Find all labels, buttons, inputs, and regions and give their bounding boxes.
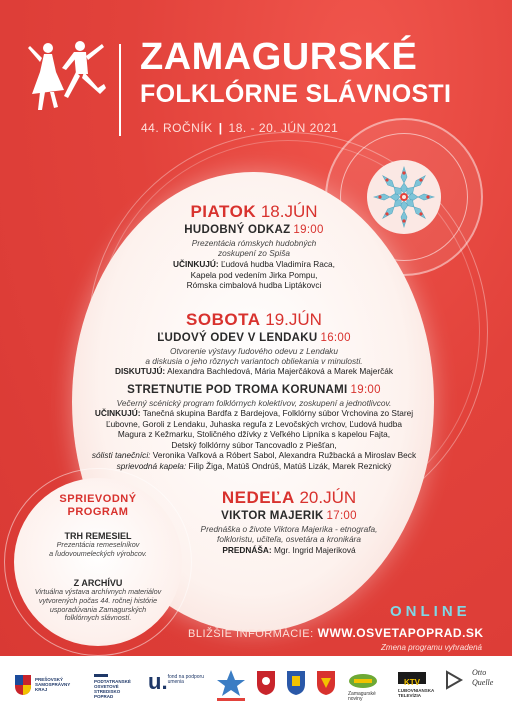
discussants-label: DISKUTUJÚ: (114, 366, 166, 376)
event-description (74, 346, 434, 366)
website-link[interactable]: WWW.OSVETAPOPRAD.SK (317, 626, 484, 640)
desc-line: a diskusia o jeho rôznych variantoch obliekania v minulosti. (145, 356, 363, 366)
event-description (74, 238, 434, 258)
performer-line: Tanečná skupina Bardfa z Bardejova, Folklórny súbor Vrchovina zo Starej (142, 408, 414, 418)
desc-line: Prednáška o živote Viktora Majerika - etnografa, (200, 524, 378, 534)
zamagurske-slavnosti-logo (213, 666, 249, 706)
city-crest-3 (316, 670, 336, 701)
desc-line: Večerný scénický program folklórnych kolektívov, zoskupení a jednotlivcov. (116, 398, 392, 408)
day-date: 18.JÚN (260, 202, 318, 221)
performer-line: Rómska cimbalová hudba Liptákovci (186, 280, 322, 290)
more-info-line (188, 626, 484, 640)
event-discussants (74, 366, 434, 377)
podtatranske-osvetove-stredisko-logo (94, 674, 140, 699)
desc-line: folkloristu, učiteľa, osvetára a kronikára (217, 534, 361, 544)
performer-line: Magura z Kežmarku, Stoličného džívky z Veľkého Lipníka s kapelou Fajta, (117, 429, 391, 439)
desc-line: zoskupení zo Spiša (218, 248, 290, 258)
band: Filip Žiga, Matúš Ondrúš, Matúš Lizák, Marek Reznický (188, 460, 392, 471)
presovsky-kraj-logo (14, 674, 74, 696)
dancers-logo-icon (18, 38, 110, 118)
performer-line: Detský folklórny súbor Tancovadlo z Piešťan, (171, 439, 337, 450)
event-performers (74, 408, 434, 471)
side-item-title: TRH REMESIEL (64, 531, 132, 541)
event-title (74, 224, 434, 236)
side-item-desc: a ľudovoumeleckých výrobcov. (49, 548, 147, 558)
side-title-line: PROGRAM (67, 506, 129, 518)
performer-line: Ľubovne, Goroli z Lendaku, Juhaska reguľa z Levočských vrchov, Ľudová hudba (105, 418, 403, 429)
side-program-item (16, 578, 180, 623)
side-title-line: SPRIEVODNÝ (59, 493, 137, 505)
edition-line (141, 121, 338, 135)
ktv-logo (398, 672, 426, 687)
side-program-item (18, 531, 178, 559)
day-date: 19.JÚN (265, 310, 322, 329)
logo-label: PREŠOVSKÝ SAMOSPRÁVNY KRAJ (35, 677, 71, 692)
tv-logo (444, 670, 464, 695)
side-item-desc: vytvorených počas 44. ročnej histórie (38, 595, 158, 605)
day-heading-friday (74, 202, 434, 222)
change-note: Zmena programu vyhradená (381, 643, 482, 652)
event-time: 19:00 (350, 384, 381, 396)
side-item-title: Z ARCHÍVU (73, 578, 123, 588)
event-title (74, 384, 434, 396)
soloists-label: sólisti tanečníci: (91, 450, 151, 460)
fond-na-podporu-umenia-logo: u. fond na podporu umenia (148, 669, 204, 694)
event-name: ĽUDOVÝ ODEV V LENDAKU (157, 332, 318, 344)
separator: | (218, 121, 223, 135)
otto-quelle-logo (472, 668, 506, 688)
logo-label: fond na podporu umenia (167, 674, 204, 685)
event-name: HUDOBNÝ ODKAZ (184, 224, 291, 236)
event-time: 17:00 (326, 510, 357, 522)
zamagurske-noviny-logo (348, 692, 388, 702)
logo-label: KTV (404, 678, 420, 687)
logo-label: ĽUBOVNIANSKA TELEVÍZIA (398, 688, 435, 698)
event-name: VIKTOR MAJERIK (221, 510, 324, 522)
side-program-title (24, 493, 172, 519)
side-item-desc: folklórnych slávností. (64, 613, 132, 623)
city-crest-2 (286, 670, 306, 701)
performer-line: Kapela pod vedením Jirka Pompu, (190, 269, 318, 280)
day-name: SOBOTA (186, 310, 261, 329)
partner-footer (0, 656, 512, 720)
desc-line: Prezentácia rómskych hudobných (191, 238, 317, 248)
day-name: PIATOK (190, 202, 257, 221)
more-info-label: BLIŽŠIE INFORMÁCIE: (188, 628, 314, 640)
event-description (74, 398, 434, 408)
discussant-line: Alexandra Bachledová, Mária Majerčáková a Marek Majerčák (167, 366, 394, 376)
lubovnianska-televizia-logo (398, 688, 438, 698)
soloists: Veronika Vaľková a Róbert Sabol, Alexandra Ružbacká a Miroslav Beck (152, 450, 417, 460)
logo-label: Zamagurské noviny (348, 691, 376, 702)
side-item-desc: Virtuálna výstava archívnych materiálov (34, 587, 162, 596)
lecturer-label: PREDNÁŠA: (222, 545, 272, 555)
event-time: 19:00 (293, 224, 324, 236)
desc-line: Otvorenie výstavy ľudového odevu z Lendaku (170, 346, 338, 356)
day-heading-saturday (74, 310, 434, 330)
event-title (74, 332, 434, 344)
band-label: sprievodná kapela: (116, 460, 187, 471)
city-crest-1 (256, 670, 276, 701)
event-performers (74, 259, 434, 291)
side-item-desc: usporadúvania Zamagurských (49, 604, 147, 614)
performer-line: Ľudová hudba Vladimíra Raca, (221, 259, 335, 269)
lecturer: Mgr. Ingrid Majeriková (274, 545, 356, 555)
festival-subtitle: FOLKLÓRNE SLÁVNOSTI (140, 80, 452, 108)
festival-title: ZAMAGURSKÉ (140, 36, 418, 78)
event-time: 16:00 (320, 332, 351, 344)
logo-label: PODTATRANSKÉ OSVETOVÉ STREDISKO POPRAD (94, 679, 131, 699)
header-divider (119, 44, 121, 136)
festival-dates: 18. - 20. JÚN 2021 (228, 121, 339, 135)
edition: 44. ROČNÍK (141, 121, 213, 135)
day-name: NEDEĽA (221, 488, 295, 507)
side-item-desc: Prezentácia remeselníkov (56, 540, 140, 549)
event-name: STRETNUTIE POD TROMA KORUNAMI (127, 384, 348, 396)
online-label: ONLINE (390, 603, 471, 620)
day-date: 20.JÚN (299, 488, 357, 507)
logo-label: Otto Quelle (472, 668, 494, 687)
performers-label: UČINKUJÚ: (173, 259, 219, 269)
performers-label: UČINKUJÚ: (94, 408, 141, 418)
